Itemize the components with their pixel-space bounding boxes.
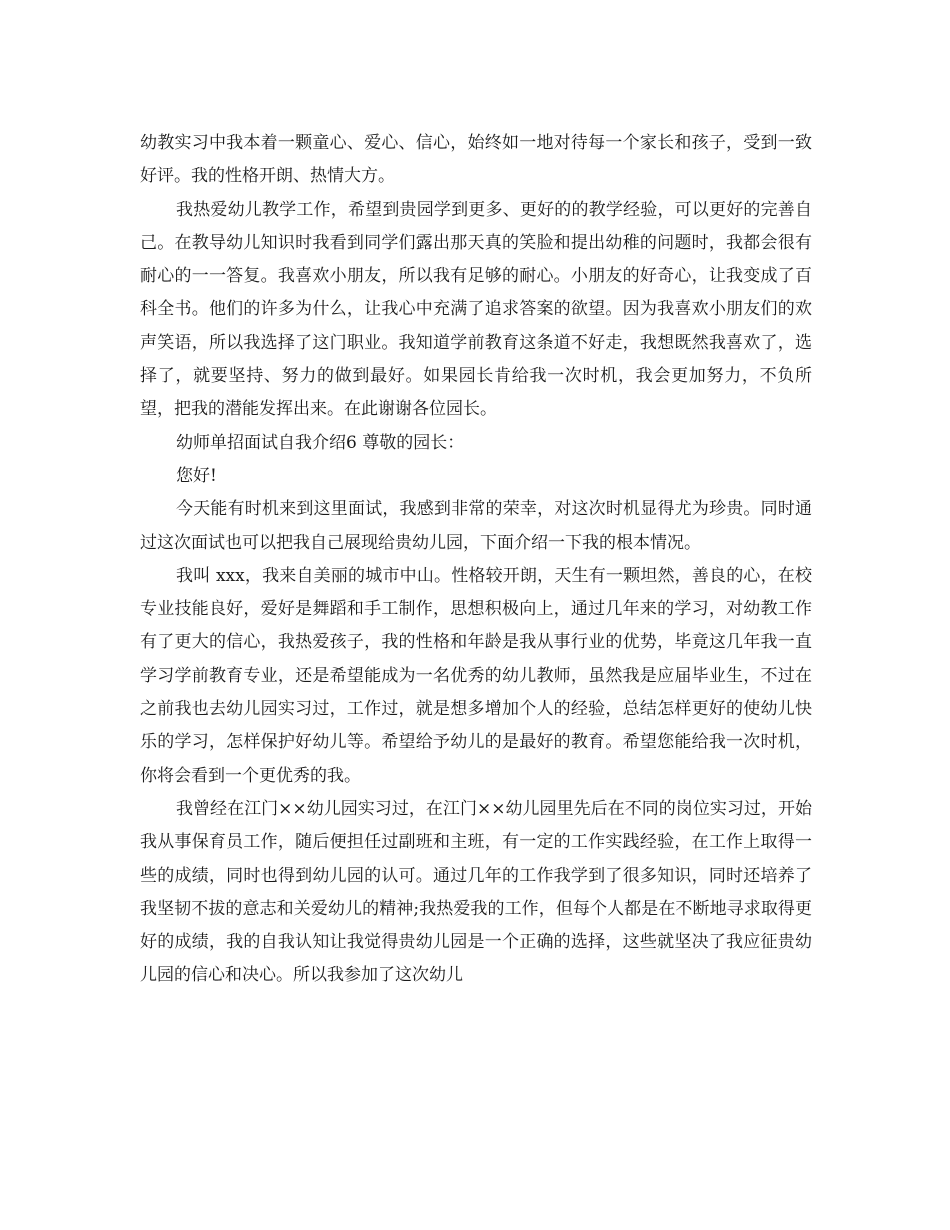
document-page xyxy=(140,127,812,993)
paragraph-7: 我曾经在江门××幼儿园实习过，在江门××幼儿园里先后在不同的岗位实习过，开始我从事保育员工作，随后便担任过副班和主班，有一定的工作实践经验，在工作上取得一些的成绩，同时也得到幼儿园的认可。通过几年的工作我学到了很多知识，同时还培养了我坚韧不拔的意志和关爱幼儿的精神;我热爱我的工作，但每个人都是在不断地寻求取得更好的成绩，我的自我认知让我觉得贵幼儿园是一个正确的选择，这些就坚决了我应征贵幼儿园的信心和决心。所以我参加了这次幼儿 xyxy=(140,798,812,986)
paragraph-5: 今天能有时机来到这里面试，我感到非常的荣幸，对这次时机显得尤为珍贵。同时通过这次面试也可以把我自己展现给贵幼儿园，下面介绍一下我的根本情况。 xyxy=(140,499,812,553)
paragraph-6: 我叫 xxx，我来自美丽的城市中山。性格较开朗，天生有一颗坦然，善良的心，在校专业技能良好，爱好是舞蹈和手工制作，思想积极向上，通过几年来的学习，对幼教工作有了更大的信心，我热爱孩子，我的性格和年龄是我从事行业的优势，毕竟这几年我一直学习学前教育专业，还是希望能成为一名优秀的幼儿教师，虽然我是应届毕业生，不过在之前我也去幼儿园实习过，工作过，就是想多增加个人的经验，总结怎样更好的使幼儿快乐的学习，怎样保护好幼儿等。希望给予幼儿的是最好的教育。希望您能给我一次时机，你将会看到一个更优秀的我。 xyxy=(140,565,812,786)
paragraph-1: 幼教实习中我本着一颗童心、爱心、信心，始终如一地对待每一个家长和孩子，受到一致好评。我的性格开朗、热情大方。 xyxy=(140,133,812,187)
paragraph-4: 您好! xyxy=(176,465,217,486)
paragraph-3: 幼师单招面试自我介绍6 尊敬的园长： xyxy=(176,432,465,453)
paragraph-2: 我热爱幼儿教学工作，希望到贵园学到更多、更好的的教学经验，可以更好的完善自己。在教导幼儿知识时我看到同学们露出那天真的笑脸和提出幼稚的问题时，我都会很有耐心的一一答复。我喜欢小朋友，所以我有足够的耐心。小朋友的好奇心，让我变成了百科全书。他们的许多为什么，让我心中充满了追求答案的欲望。因为我喜欢小朋友们的欢声笑语，所以我选择了这门职业。我知道学前教育这条道不好走，我想既然我喜欢了，选择了，就要坚持、努力的做到最好。如果园长肯给我一次时机，我会更加努力，不负所望，把我的潜能发挥出来。在此谢谢各位园长。 xyxy=(140,199,812,420)
